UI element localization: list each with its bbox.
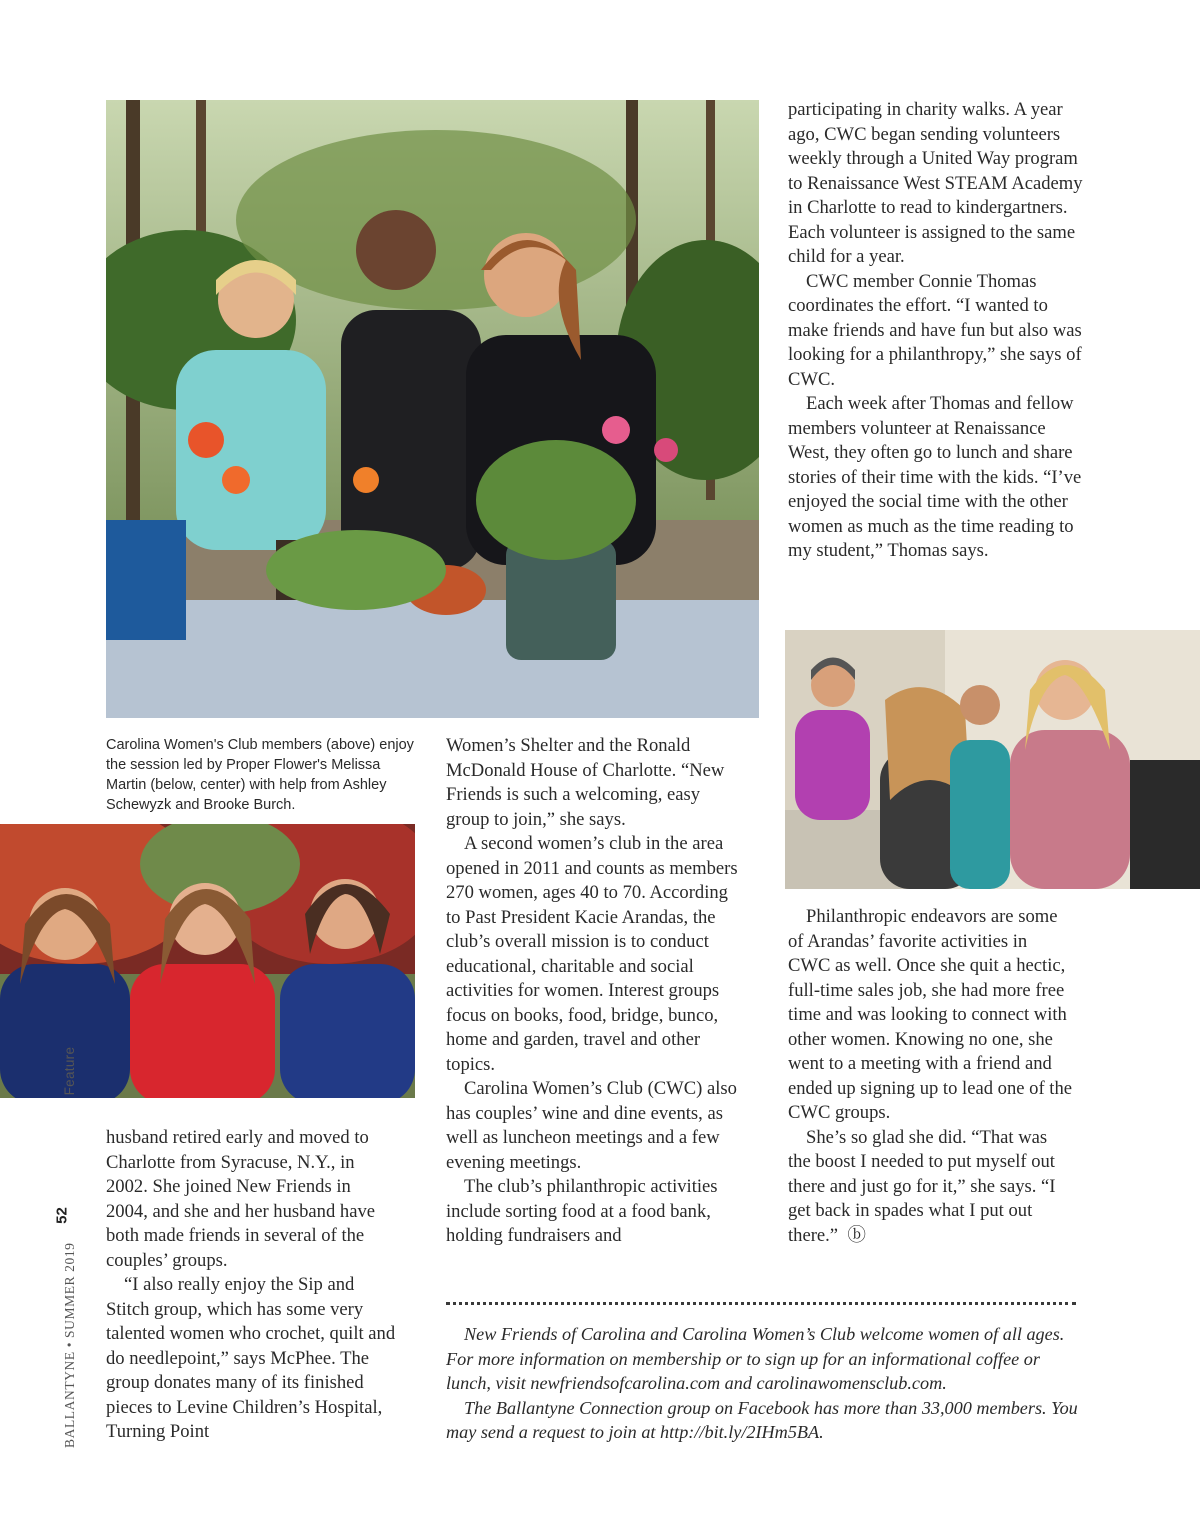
photo-garden-group — [106, 100, 759, 718]
party-scene-image — [785, 630, 1200, 889]
left-column — [106, 1126, 396, 1445]
right-column-bottom — [788, 905, 1073, 1248]
page-number: 52 — [53, 1207, 71, 1224]
right-bottom-paragraph-2-text: She’s so glad she did. “That was the boost I needed to put myself out there and just go for it,” she says. “I get back in spades what I put out there.” — [788, 1126, 1056, 1246]
left-paragraph-2: “I also really enjoy the Sip and Stitch group, which has some very talented women who crochet, quilt and do needlepoint,” says McPhee. The group donates many of its finished pieces to Levine Children’s Hospital, Turning Point — [106, 1274, 396, 1442]
middle-paragraph-2: A second women’s club in the area opened in 2011 and counts as members 270 women, ages 40 to 70. According to Past President Kacie Arandas, the club’s overall mission is to conduct educational, charitable and social activities for women. Interest groups focus on books, food, bridge, bunco, home and garden, travel and other topics. — [446, 833, 738, 1075]
middle-paragraph-1: Women’s Shelter and the Ronald McDonald House of Charlotte. “New Friends is such a welcoming, easy group to join,” she says. — [446, 735, 725, 830]
middle-column — [446, 734, 740, 1249]
right-top-paragraph-2: CWC member Connie Thomas coordinates the effort. “I wanted to make friends and have fun but also was looking for a philanthropy,” she says of CWC. — [788, 270, 1082, 390]
right-top-paragraph-3: Each week after Thomas and fellow members volunteer at Renaissance West, they often go to lunch and share stories of their time with the kids. “I’ve enjoyed the social time with the other women as much as the time reading to my student,” Thomas says. — [788, 393, 1082, 561]
folio-separator: • — [62, 1341, 77, 1348]
end-mark-icon: ⓑ — [847, 1224, 866, 1246]
right-column-top — [788, 98, 1084, 564]
left-paragraph-1: husband retired early and moved to Charlotte from Syracuse, N.Y., in 2002. She joined New Friends in 2004, and she and her husband have both made friends in several of the couples’ groups. — [106, 1127, 376, 1271]
folio-issue: SUMMER 2019 — [62, 1242, 77, 1338]
middle-paragraph-3: Carolina Women’s Club (CWC) also has couples’ wine and dine events, as well as luncheon meetings and a few evening meetings. — [446, 1078, 737, 1173]
photo-caption: Carolina Women's Club members (above) enjoy the session led by Proper Flower's Melissa Martin (below, center) with help from Ashley Schewyzk and Brooke Burch. — [106, 737, 414, 813]
garden-group-image — [106, 100, 759, 718]
photo-party-scene — [785, 630, 1200, 889]
right-top-paragraph-1: participating in charity walks. A year ago, CWC began sending volunteers weekly through a United Way program to Renaissance West STEAM Academy in Charlotte to read to kindergartners. Each volunteer is assigned to the same child for a year. — [788, 99, 1083, 267]
right-bottom-paragraph-2 — [788, 1126, 1073, 1249]
middle-paragraph-4: The club’s philanthropic activities include sorting food at a food bank, holding fundraisers and — [446, 1176, 718, 1246]
footnote-paragraph-2: The Ballantyne Connection group on Facebook has more than 33,000 members. You may send a request to join at http://bit.ly/2IHm5BA. — [446, 1397, 1078, 1442]
folio-section: Feature — [62, 1046, 77, 1096]
footnote-paragraph-1: New Friends of Carolina and Carolina Women’s Club welcome women of all ages. For more information on membership or to sign up for an informational coffee or lunch, visit newfriendsofcarolina.com and carolinawomensclub.com. — [446, 1324, 1065, 1393]
folio-magazine: BALLANTYNE — [62, 1351, 77, 1448]
folio-line — [62, 1047, 78, 1448]
dotted-divider — [446, 1302, 1076, 1305]
right-bottom-paragraph-1: Philanthropic endeavors are some of Arandas’ favorite activities in CWC as well. Once she quit a hectic, full-time sales job, she had more free time and was looking to connect with other women. Knowing no one, she went to a meeting with a friend and ended up signing up to lead one of the CWC groups. — [788, 906, 1073, 1123]
footnote — [446, 1322, 1086, 1445]
